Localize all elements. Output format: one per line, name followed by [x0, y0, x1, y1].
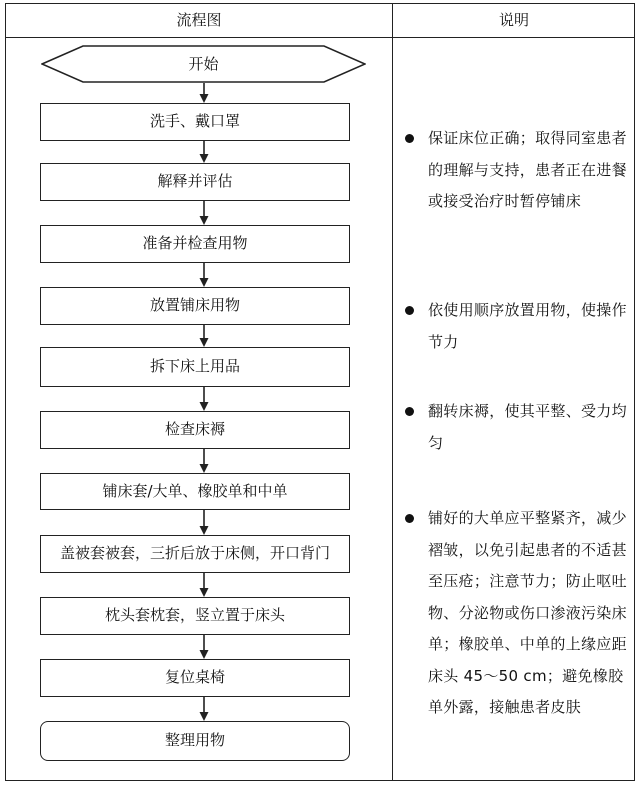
column-divider [392, 4, 393, 780]
note-text: 依使用顺序放置用物，使操作节力 [428, 301, 627, 351]
step-explain-assess: 解释并评估 [40, 163, 350, 201]
step-make-sheets: 铺床套/大单、橡胶单和中单 [40, 473, 350, 510]
end-tidy-supplies: 整理用物 [40, 721, 350, 761]
arrow-down-icon [197, 263, 211, 287]
header-flowchart: 流程图 [176, 11, 222, 29]
note-text: 保证床位正确；取得同室患者的理解与支持，患者正在进餐或接受治疗时暂停铺床 [428, 129, 627, 210]
note-item [401, 123, 631, 219]
step-remove-bedding: 拆下床上用品 [40, 347, 350, 387]
arrow-down-icon [197, 697, 211, 721]
flowchart-table [5, 3, 635, 781]
arrow-down-icon [197, 83, 211, 103]
step-cover-quilt: 盖被套被套，三折后放于床侧，开口背门 [40, 535, 350, 573]
bullet-icon [405, 306, 414, 315]
note-item [401, 503, 631, 763]
header-divider [6, 37, 634, 38]
step-wash-hands: 洗手、戴口罩 [40, 103, 350, 141]
step-pillowcase: 枕头套枕套，竖立置于床头 [40, 597, 350, 635]
arrow-down-icon [197, 449, 211, 473]
arrow-down-icon [197, 573, 211, 597]
note-text: 翻转床褥，使其平整、受力均匀 [428, 402, 627, 452]
note-item [401, 396, 631, 460]
note-text: 铺好的大单应平整紧齐，减少褶皱，以免引起患者的不适甚至压疮；注意节力；防止呕吐物、分泌物或伤口渗液污染床单；橡胶单、中单的上缘应距床头 45～50 cm；避免橡胶单外露，接触患者皮肤 [428, 509, 627, 716]
arrow-down-icon [197, 387, 211, 411]
arrow-down-icon [197, 201, 211, 225]
note-item [401, 295, 631, 359]
bullet-icon [405, 514, 414, 523]
step-restore-furniture: 复位桌椅 [40, 659, 350, 697]
arrow-down-icon [197, 325, 211, 347]
arrow-down-icon [197, 635, 211, 659]
arrow-down-icon [197, 510, 211, 535]
step-check-mattress: 检查床褥 [40, 411, 350, 449]
start-label: 开始 [188, 55, 219, 73]
header-notes: 说明 [498, 11, 529, 29]
bullet-icon [405, 134, 414, 143]
step-prepare-check: 准备并检查用物 [40, 225, 350, 263]
arrow-down-icon [197, 141, 211, 163]
bullet-icon [405, 407, 414, 416]
step-place-supplies: 放置铺床用物 [40, 287, 350, 325]
